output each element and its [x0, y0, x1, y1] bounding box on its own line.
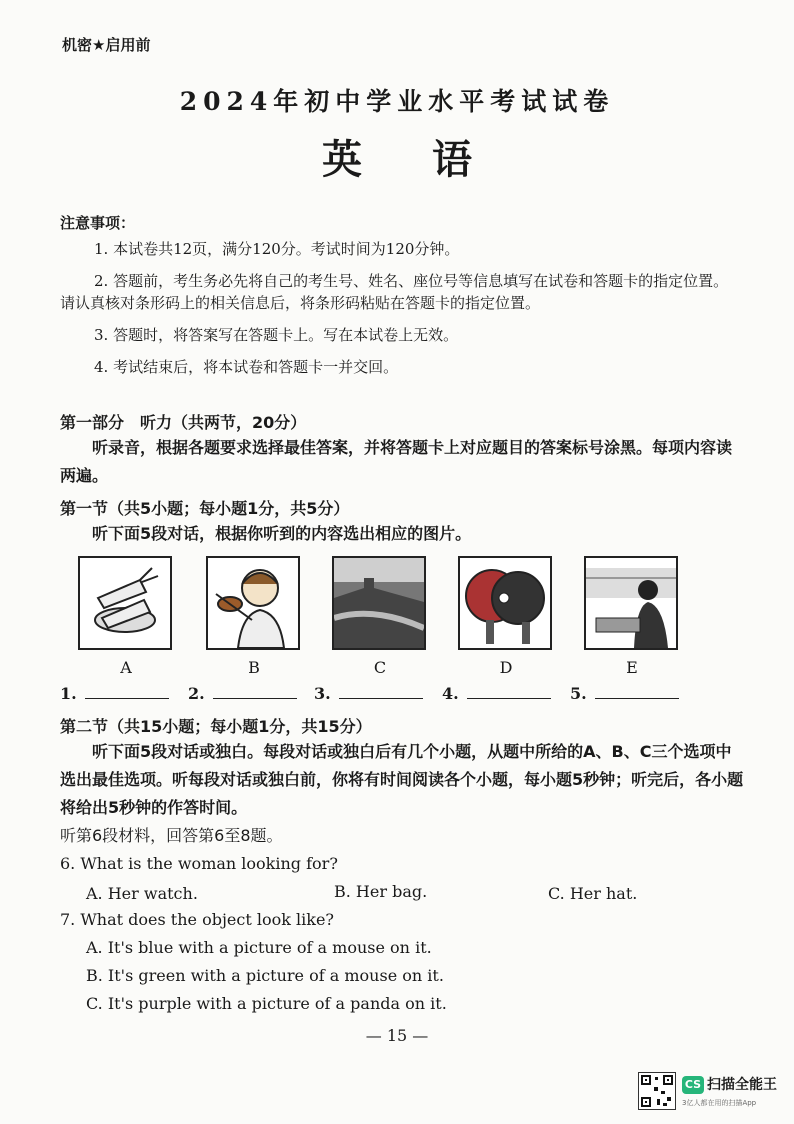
subject-title: 英语 — [322, 136, 542, 183]
picture-label-d: D — [499, 658, 513, 677]
section2-heading: 第二节（共15小题；每小题1分，共15分） — [60, 717, 372, 736]
answer-blank-2 — [188, 684, 297, 703]
exam-title: 2024年初中学业水平考试试卷 — [179, 87, 615, 116]
question-6-stem: 6. What is the woman looking for? — [60, 854, 338, 873]
answer-blank-1 — [60, 684, 169, 703]
picture-label-b: B — [248, 658, 260, 677]
answer-blank-3 — [314, 684, 423, 703]
camscanner-logo: CS — [682, 1076, 704, 1094]
question-7-stem: 7. What does the object look like? — [60, 910, 335, 929]
notice-item: 4. 考试结束后，将本试卷和答题卡一并交回。 — [94, 358, 399, 376]
scanner-tagline: 3亿人都在用的扫描App — [682, 1099, 757, 1107]
vegetables-icon — [78, 556, 172, 650]
notice-list — [60, 238, 740, 388]
picture-label-c: C — [373, 658, 387, 677]
question-7-option-c: C. It's purple with a picture of a panda on it. — [86, 994, 447, 1013]
notice-item: 1. 本试卷共12页，满分120分。考试时间为120分钟。 — [94, 240, 460, 258]
page-number: — 15 — — [365, 1026, 429, 1045]
picture-label-a: A — [120, 658, 132, 677]
blank-number: 4. — [442, 684, 459, 703]
part1-heading: 第一部分 听力（共两节，20分） — [60, 413, 307, 432]
blank-number: 5. — [570, 684, 587, 703]
section1-instruction: 听下面5段对话，根据你听到的内容选出相应的图片。 — [92, 524, 472, 543]
section2-instruction: 听下面5段对话或独白。每段对话或独白后有几个小题，从题中所给的A、B、C三个选项中选出最佳选项。听每段对话或独白前，你将有时间阅读各个小题，每小题5秒钟；听完后，各小题将给出5秒钟的作答时间。 — [60, 742, 744, 817]
violin-boy-icon — [206, 556, 300, 650]
blank-number: 1. — [60, 684, 77, 703]
picture-label-e: E — [626, 658, 638, 677]
cooking-man-icon — [584, 556, 678, 650]
notice-item: 3. 答题时，将答案写在答题卡上。写在本试卷上无效。 — [94, 326, 459, 344]
scanner-app-name: 扫描全能王 — [707, 1077, 777, 1093]
great-wall-icon — [332, 556, 426, 650]
question-7-option-a: A. It's blue with a picture of a mouse on it. — [86, 938, 432, 957]
section1-heading: 第一节（共5小题；每小题1分，共5分） — [60, 499, 350, 518]
answer-blank-5 — [570, 684, 679, 703]
question-6-option-b: B. Her bag. — [334, 882, 428, 901]
notice-item: 2. 答题前，考生务必先将自己的考生号、姓名、座位号等信息填写在试卷和答题卡的指定位置。请认真核对条形码上的相关信息后，将条形码粘贴在答题卡的指定位置。 — [60, 272, 729, 312]
material-note: 听第6段材料，回答第6至8题。 — [60, 826, 283, 845]
notice-heading: 注意事项： — [60, 214, 136, 232]
question-6-option-c: C. Her hat. — [548, 884, 638, 903]
question-7-option-b: B. It's green with a picture of a mouse on it. — [86, 966, 444, 985]
part1-instruction: 听录音，根据各题要求选择最佳答案，并将答题卡上对应题目的答案标号涂黑。每项内容读两遍。 — [60, 438, 733, 485]
question-6-option-a: A. Her watch. — [86, 884, 198, 903]
confidential-label: 机密★启用前 — [62, 36, 151, 54]
qr-code-icon — [638, 1072, 676, 1110]
blank-number: 3. — [314, 684, 331, 703]
ping-pong-icon — [458, 556, 552, 650]
answer-blank-4 — [442, 684, 551, 703]
blank-number: 2. — [188, 684, 205, 703]
